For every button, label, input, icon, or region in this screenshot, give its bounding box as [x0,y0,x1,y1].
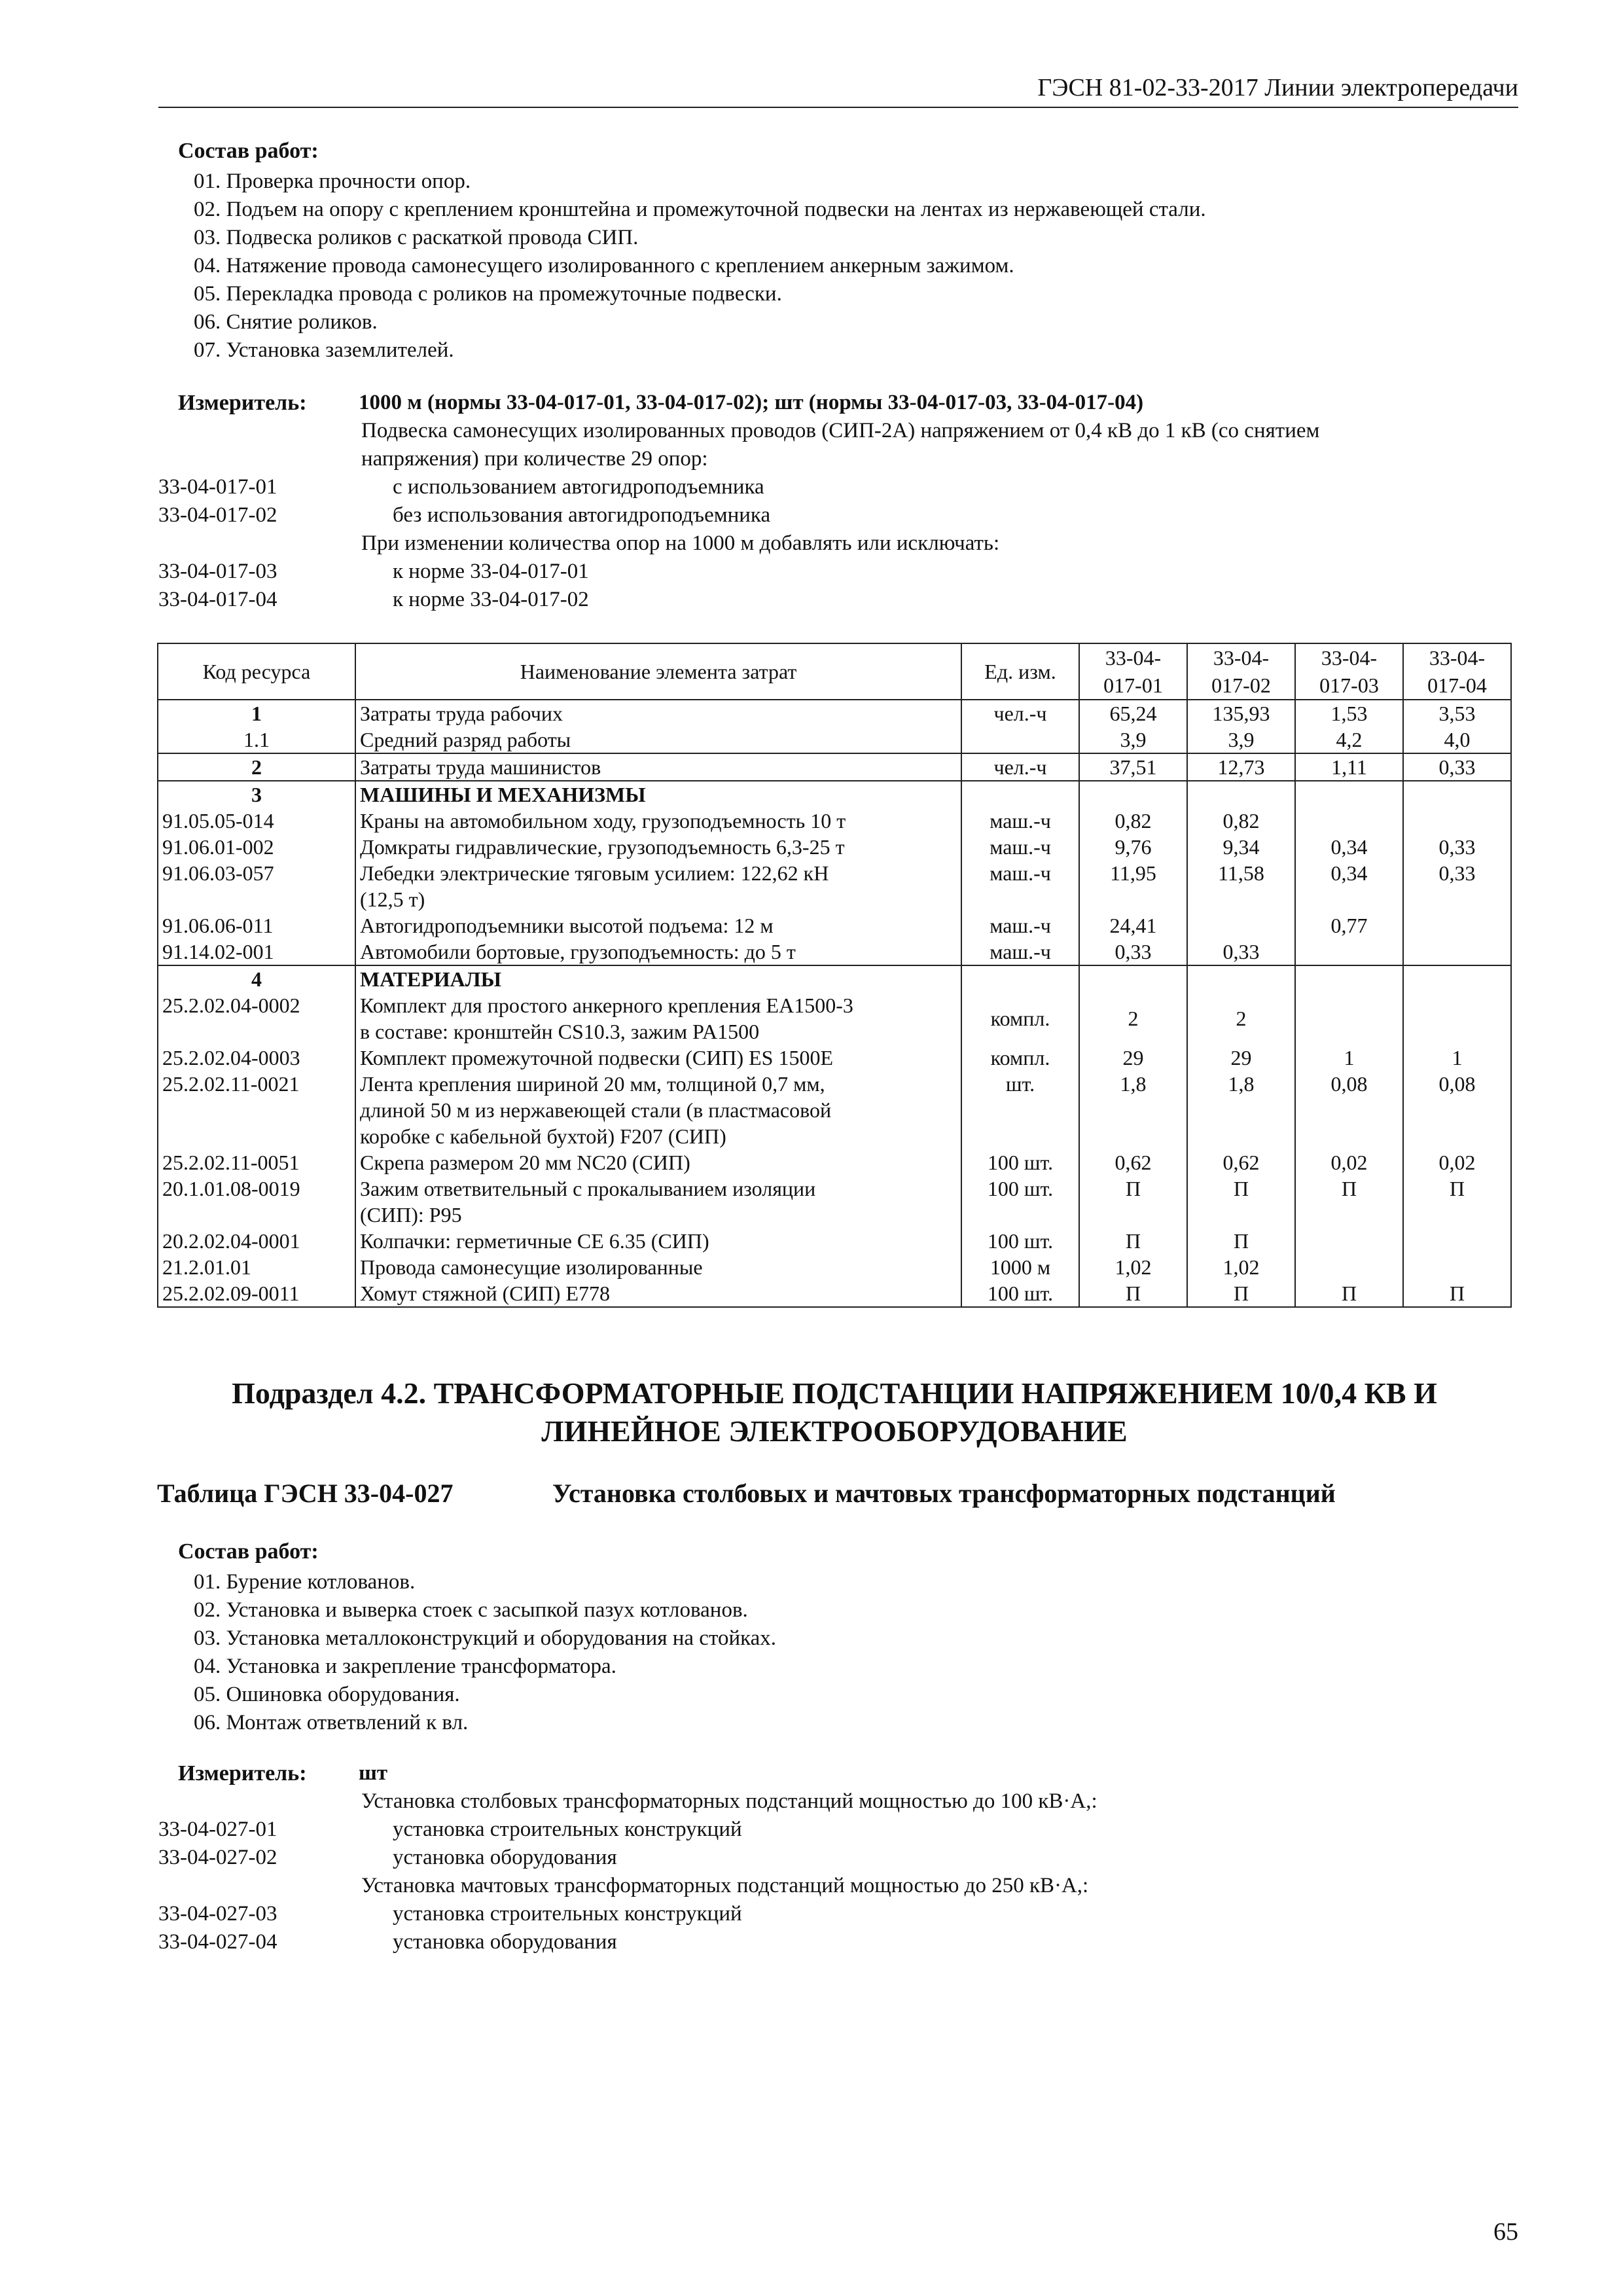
cell-value: 4,0 [1403,726,1511,753]
table-row [158,1071,1511,1149]
cell-name-line: Лебедки электрические тяговым усилием: 122,62 кН [360,861,829,885]
table-row [158,1254,1511,1280]
col-header-norm [1187,643,1295,700]
measure-label: Измеритель: [178,1761,307,1785]
cell-value: 0,02 [1403,1149,1511,1175]
cell-value: 37,51 [1079,753,1187,781]
cell-value: 29 [1187,1045,1295,1071]
cell-code: 25.2.02.11-0021 [158,1071,355,1149]
cell-code: 91.14.02-001 [158,939,355,965]
col-header-unit: Ед. изм. [961,643,1079,700]
cell-name: Скрепа размером 20 мм NC20 (СИП) [355,1149,961,1175]
table-row-group-materials [158,965,1511,992]
cell-unit: чел.-ч [961,753,1079,781]
norm-code: 33-04-027-02 [158,1846,277,1869]
cell-unit [961,726,1079,753]
work-item: 01. Бурение котлованов. [194,1570,416,1594]
table-row [158,700,1511,726]
norm-code: 33-04-017-01 [158,475,277,499]
col-header-norm [1295,643,1403,700]
cell-name: Затраты труда машинистов [355,753,961,781]
cell-code: 25.2.02.11-0051 [158,1149,355,1175]
cell-name-line: коробке с кабельной бухтой) F207 (СИП) [360,1124,726,1148]
cell-value: 0,34 [1295,834,1403,860]
cell-code: 91.06.06-011 [158,912,355,939]
cell-unit: маш.-ч [961,834,1079,860]
norm-code: 33-04-017-03 [158,560,277,583]
cell-value: П [1079,1175,1187,1228]
col-header-norm-line2: 017-02 [1211,673,1271,697]
work-item: 01. Проверка прочности опор. [194,170,471,193]
cell-value: 0,02 [1295,1149,1403,1175]
cell-name: Домкраты гидравлические, грузоподъемность 6,3-25 т [355,834,961,860]
table-row [158,1045,1511,1071]
cell-value [1295,808,1403,834]
cell-value: 3,53 [1403,700,1511,726]
measurement-block [158,1759,1533,1956]
norm-group-title: Установка мачтовых трансформаторных подстанций мощностью до 250 кВ·А,: [361,1874,1089,1897]
table-title [157,1478,1336,1509]
cell-name: Автомобили бортовые, грузоподъемность: до 5 т [355,939,961,965]
cell-name: Затраты труда рабочих [355,700,961,726]
norm-text: с использованием автогидроподъемника [393,475,764,499]
measure-value: 1000 м (нормы 33-04-017-01, 33-04-017-02); шт (нормы 33-04-017-03, 33-04-017-04) [359,391,1144,414]
col-header-norm-line2: 017-01 [1103,673,1163,697]
cell-value: 12,73 [1187,753,1295,781]
cell-name [355,992,961,1045]
table-row [158,834,1511,860]
work-item: 06. Монтаж ответвлений к вл. [194,1711,469,1734]
cell-name-line: длиной 50 м из нержавеющей стали (в пластмасовой [360,1098,832,1122]
cell-value: 3,9 [1079,726,1187,753]
cell-value: 0,08 [1403,1071,1511,1149]
table-row [158,860,1511,912]
work-item: 04. Установка и закрепление трансформатора. [194,1655,616,1678]
cell-value: 11,95 [1079,860,1187,912]
col-header-norm-line2: 017-03 [1319,673,1379,697]
cell-name [355,1175,961,1228]
cell-value [1187,781,1295,808]
norm-text: установка оборудования [393,1846,617,1869]
measurement-block [158,389,1533,614]
cell-value: 11,58 [1187,860,1295,912]
norm-text: установка строительных конструкций [393,1818,742,1841]
norm-text: к норме 33-04-017-02 [393,588,589,611]
table-row [158,726,1511,753]
cell-value [1403,992,1511,1045]
cell-code: 4 [158,965,355,992]
resource-table [157,643,1512,1308]
col-header-norm-line1: 33-04- [1429,646,1486,670]
cell-value: 4,2 [1295,726,1403,753]
cell-name-line: Зажим ответвительный с прокалыванием изоляции [360,1177,816,1200]
col-header-norm [1403,643,1511,700]
subsection-heading-line: Подраздел 4.2. ТРАНСФОРМАТОРНЫЕ ПОДСТАНЦИИ НАПРЯЖЕНИЕМ 10/0,4 КВ И [232,1376,1437,1410]
norm-group-title: Установка столбовых трансформаторных подстанций мощностью до 100 кВ·А,: [361,1789,1097,1813]
cell-code: 20.1.01.08-0019 [158,1175,355,1228]
subsection-heading-line: ЛИНЕЙНОЕ ЭЛЕКТРООБОРУДОВАНИЕ [541,1414,1128,1448]
cell-value: 0,62 [1187,1149,1295,1175]
work-item: 05. Ошиновка оборудования. [194,1683,460,1706]
cell-value [1295,992,1403,1045]
table-row [158,753,1511,781]
col-header-norm-line1: 33-04- [1105,646,1162,670]
col-header-norm-line2: 017-04 [1427,673,1487,697]
cell-value: 1,8 [1187,1071,1295,1149]
cell-value: П [1079,1228,1187,1254]
measure-value: шт [359,1761,388,1785]
cell-code: 3 [158,781,355,808]
cell-value: 2 [1187,992,1295,1045]
work-list [194,1568,776,1737]
cell-unit: маш.-ч [961,860,1079,912]
cell-name: Автогидроподъемники высотой подъема: 12 м [355,912,961,939]
work-item: 03. Подвеска роликов с раскаткой провода СИП. [194,226,639,249]
cell-value: 1 [1295,1045,1403,1071]
cell-value: 29 [1079,1045,1187,1071]
table-row [158,992,1511,1045]
cell-name: МАШИНЫ И МЕХАНИЗМЫ [355,781,961,808]
cell-value: 0,33 [1187,939,1295,965]
cell-value: 1 [1403,1045,1511,1071]
change-note: При изменении количества опор на 1000 м добавлять или исключать: [361,531,1000,555]
work-list [194,168,1206,365]
cell-value: 1,8 [1079,1071,1187,1149]
norm-code: 33-04-027-01 [158,1818,277,1841]
cell-value: 0,33 [1403,860,1511,912]
col-header-norm-line1: 33-04- [1213,646,1270,670]
work-item: 04. Натяжение провода самонесущего изолированного с креплением анкерным зажимом. [194,254,1014,278]
cell-name-line: Лента крепления шириной 20 мм, толщиной 0,7 мм, [360,1072,825,1096]
cell-value [1187,965,1295,992]
cell-value [1187,912,1295,939]
work-item: 06. Снятие роликов. [194,310,378,334]
cell-value [1079,965,1187,992]
page-number: 65 [1493,2218,1518,2246]
cell-value: 135,93 [1187,700,1295,726]
cell-name-line: (12,5 т) [360,888,425,911]
table-row [158,1280,1511,1307]
col-header-norm-line1: 33-04- [1321,646,1378,670]
cell-name-line: в составе: кронштейн CS10.3, зажим PA1500 [360,1020,760,1043]
work-composition-label: Состав работ: [178,1539,319,1564]
cell-value: 0,82 [1079,808,1187,834]
cell-name: Краны на автомобильном ходу, грузоподъемность 10 т [355,808,961,834]
cell-value: П [1079,1280,1187,1307]
cell-unit: 1000 м [961,1254,1079,1280]
cell-value: 9,34 [1187,834,1295,860]
cell-value: 1,53 [1295,700,1403,726]
cell-unit: 100 шт. [961,1175,1079,1228]
norm-description-cont: напряжения) при количестве 29 опор: [361,447,708,471]
cell-value: П [1403,1280,1511,1307]
cell-value: П [1187,1280,1295,1307]
cell-unit [961,781,1079,808]
cell-value [1403,808,1511,834]
cell-value: 0,33 [1079,939,1187,965]
work-item: 02. Установка и выверка стоек с засыпкой пазух котлованов. [194,1598,748,1622]
norm-code: 33-04-017-02 [158,503,277,527]
cell-name: Средний разряд работы [355,726,961,753]
cell-value: П [1295,1175,1403,1228]
cell-value [1295,1228,1403,1254]
cell-unit: маш.-ч [961,939,1079,965]
cell-value: 65,24 [1079,700,1187,726]
cell-value [1403,965,1511,992]
norm-code: 33-04-027-04 [158,1930,277,1954]
norm-text: без использования автогидроподъемника [393,503,771,527]
cell-value: 1,02 [1079,1254,1187,1280]
cell-code: 25.2.02.04-0003 [158,1045,355,1071]
running-header: ГЭСН 81-02-33-2017 Линии электропередачи [1037,74,1518,101]
cell-value: 0,77 [1295,912,1403,939]
cell-name-line: (СИП): P95 [360,1203,462,1227]
work-item: 03. Установка металлоконструкций и оборудования на стойках. [194,1626,777,1650]
cell-value: 1,02 [1187,1254,1295,1280]
cell-code: 91.05.05-014 [158,808,355,834]
cell-name: МАТЕРИАЛЫ [355,965,961,992]
cell-code: 2 [158,753,355,781]
cell-value: 24,41 [1079,912,1187,939]
cell-value: 0,08 [1295,1071,1403,1149]
cell-value: 3,9 [1187,726,1295,753]
cell-name: Комплект промежуточной подвески (СИП) ES 1500E [355,1045,961,1071]
cell-value [1403,939,1511,965]
norm-description: Подвеска самонесущих изолированных проводов (СИП-2А) напряжением от 0,4 кВ до 1 кВ (со снятием [361,419,1320,442]
cell-value: 0,33 [1403,753,1511,781]
cell-value: 1,11 [1295,753,1403,781]
work-item: 05. Перекладка провода с роликов на промежуточные подвески. [194,282,782,306]
cell-value: П [1403,1175,1511,1228]
cell-unit: 100 шт. [961,1149,1079,1175]
cell-name: Колпачки: герметичные CE 6.35 (СИП) [355,1228,961,1254]
norm-code: 33-04-017-04 [158,588,277,611]
cell-unit: 100 шт. [961,1280,1079,1307]
cell-unit: шт. [961,1071,1079,1149]
cell-unit: маш.-ч [961,912,1079,939]
cell-value: 0,82 [1187,808,1295,834]
cell-unit [961,965,1079,992]
cell-value [1295,781,1403,808]
cell-code: 21.2.01.01 [158,1254,355,1280]
col-header-norm [1079,643,1187,700]
table-row [158,1175,1511,1228]
table-row [158,912,1511,939]
cell-value: П [1187,1228,1295,1254]
cell-code: 20.2.02.04-0001 [158,1228,355,1254]
cell-name-line: Комплект для простого анкерного крепления EA1500-3 [360,994,853,1017]
cell-name [355,1071,961,1149]
cell-value [1403,912,1511,939]
measure-label: Измеритель: [178,391,307,415]
table-row [158,808,1511,834]
cell-code: 1 [158,700,355,726]
cell-unit: маш.-ч [961,808,1079,834]
cell-value: 0,33 [1403,834,1511,860]
cell-value: 9,76 [1079,834,1187,860]
cell-value: П [1295,1280,1403,1307]
norm-text: к норме 33-04-017-01 [393,560,589,583]
cell-value [1403,1228,1511,1254]
cell-unit: чел.-ч [961,700,1079,726]
cell-name: Хомут стяжной (СИП) E778 [355,1280,961,1307]
norm-text: установка оборудования [393,1930,617,1954]
table-name: Установка столбовых и мачтовых трансформаторных подстанций [552,1479,1336,1508]
norm-text: установка строительных конструкций [393,1902,742,1926]
cell-value: 0,34 [1295,860,1403,912]
cell-value: П [1187,1175,1295,1228]
cell-value: 2 [1079,992,1187,1045]
cell-unit: компл. [961,1045,1079,1071]
cell-value [1403,1254,1511,1280]
cell-value [1295,939,1403,965]
cell-code: 25.2.02.04-0002 [158,992,355,1045]
table-row-group-machines [158,781,1511,808]
col-header-code: Код ресурса [158,643,355,700]
cell-value [1295,1254,1403,1280]
cell-value [1295,965,1403,992]
table-code: Таблица ГЭСН 33-04-027 [157,1479,454,1508]
cell-name [355,860,961,912]
table-header-row [158,643,1511,700]
cell-value [1079,781,1187,808]
cell-value: 0,62 [1079,1149,1187,1175]
work-composition-label: Состав работ: [178,139,319,163]
work-item: 02. Подъем на опору с креплением кронштейна и промежуточной подвески на лентах из нержавеющей стали. [194,198,1206,221]
cell-value [1403,781,1511,808]
table-row [158,1228,1511,1254]
subsection-heading [157,1374,1512,1450]
table-row [158,939,1511,965]
header-rule [158,107,1518,108]
norm-code: 33-04-027-03 [158,1902,277,1926]
cell-code: 91.06.01-002 [158,834,355,860]
cell-code: 91.06.03-057 [158,860,355,912]
cell-code: 25.2.02.09-0011 [158,1280,355,1307]
table-row [158,1149,1511,1175]
cell-name: Провода самонесущие изолированные [355,1254,961,1280]
cell-unit: компл. [961,992,1079,1045]
col-header-name: Наименование элемента затрат [355,643,961,700]
cell-unit: 100 шт. [961,1228,1079,1254]
cell-code: 1.1 [158,726,355,753]
work-item: 07. Установка заземлителей. [194,338,454,362]
